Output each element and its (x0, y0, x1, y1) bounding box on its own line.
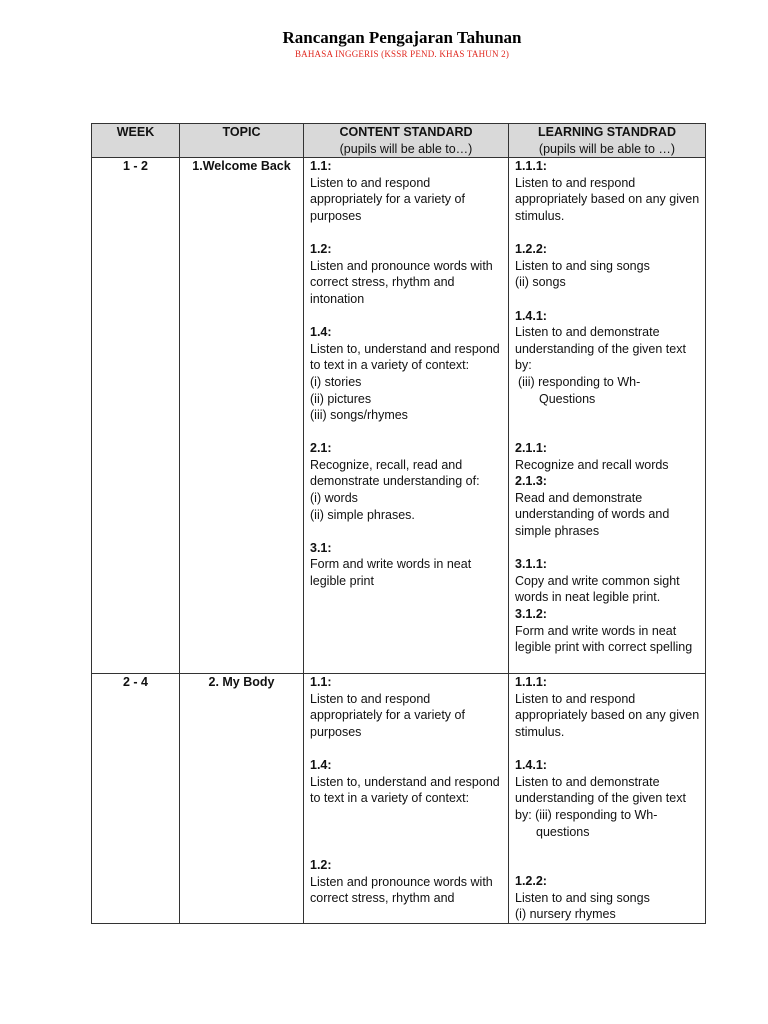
standard-code: 1.1: (310, 159, 332, 174)
standard-block: 1.2: Listen and pronounce words with correct stress, rhythm and intonation (310, 241, 504, 307)
standard-block: 1.2.2: Listen to and sing songs (i) nursery rhymes (515, 873, 701, 923)
table-header-row (92, 124, 706, 158)
standard-code: 1.1.1: (515, 159, 547, 174)
standard-block: 1.1: Listen to and respond appropriately for a variety of purposes (310, 158, 504, 224)
header-learning-standard: LEARNING STANDRAD (pupils will be able to …) (509, 124, 706, 158)
standard-code: 2.1: (310, 441, 332, 456)
week-cell: 1 - 2 (92, 158, 180, 674)
standard-block: 3.1.1: Copy and write common sight words in neat legible print. (515, 556, 701, 606)
standard-code: 2.1.3: (515, 474, 547, 489)
table-row (92, 674, 706, 924)
standard-block: 3.1: Form and write words in neat legible print (310, 540, 504, 590)
standard-block: 1.4: Listen to, understand and respond to text in a variety of context: (i) stories (ii) pictures (iii) songs/rhymes (310, 324, 504, 424)
standard-block: 1.2.2: Listen to and sing songs (ii) songs (515, 241, 701, 291)
topic-cell: 1.Welcome Back (180, 158, 304, 674)
standard-block: 1.1.1: Listen to and respond appropriately based on any given stimulus. (515, 675, 700, 739)
lesson-plan-table (91, 123, 706, 924)
standard-block: 1.1.1: Listen to and respond appropriately based on any given stimulus. (515, 159, 700, 223)
standard-code: 1.2.2: (515, 874, 547, 889)
content-standard-cell (304, 674, 509, 924)
page-subtitle: BAHASA INGGERIS (KSSR PEND. KHAS TAHUN 2) (294, 49, 510, 59)
content-standard-cell (304, 158, 509, 674)
topic-cell: 2. My Body (180, 674, 304, 924)
standard-block: 1.4.1: Listen to and demonstrate understanding of the given text by: (iii) responding to Wh- Questions (515, 308, 701, 408)
header-week: WEEK (92, 124, 180, 158)
header-topic: TOPIC (180, 124, 304, 158)
learning-standard-cell (509, 674, 706, 924)
page-title: Rancangan Pengajaran Tahunan (282, 28, 522, 47)
standard-code: 1.1.1: (515, 675, 547, 690)
week-cell: 2 - 4 (92, 674, 180, 924)
standard-block: 3.1.2: Form and write words in neat legible print with correct spelling (515, 606, 701, 656)
standard-block: 2.1: Recognize, recall, read and demonstrate understanding of: (i) words (ii) simple phrases. (310, 440, 504, 523)
standard-code: 3.1.1: (515, 557, 547, 572)
standard-code: 1.4.1: (515, 308, 547, 323)
header-content-standard: CONTENT STANDARD (pupils will be able to…) (304, 124, 509, 158)
standard-block: 1.2: Listen and pronounce words with correct stress, rhythm and (310, 857, 504, 907)
standard-code: 1.2: (310, 857, 332, 872)
learning-standard-cell (509, 158, 706, 674)
table-row (92, 158, 706, 674)
standard-block: 2.1.1: Recognize and recall words (515, 440, 701, 473)
standard-block: 1.4.1: Listen to and demonstrate understanding of the given text by: (iii) responding to Wh- questions (515, 757, 701, 840)
standard-block: 2.1.3: Read and demonstrate understanding of words and simple phrases (515, 473, 701, 539)
standard-code: 1.2.2: (515, 242, 547, 257)
standard-code: 1.2: (310, 242, 332, 257)
header-learning-note: (pupils will be able to …) (538, 141, 676, 156)
header-content-note: (pupils will be able to…) (339, 141, 473, 156)
standard-code: 1.4.1: (515, 758, 547, 773)
standard-code: 1.1: (310, 675, 332, 690)
standard-code: 1.4: (310, 758, 332, 773)
standard-block: 1.4: Listen to, understand and respond to text in a variety of context: (310, 757, 504, 807)
standard-block: 1.1: Listen to and respond appropriately for a variety of purposes (310, 674, 504, 740)
standard-code: 3.1: (310, 540, 332, 555)
standard-code: 2.1.1: (515, 441, 547, 456)
standard-code: 3.1.2: (515, 607, 547, 622)
standard-code: 1.4: (310, 325, 332, 340)
